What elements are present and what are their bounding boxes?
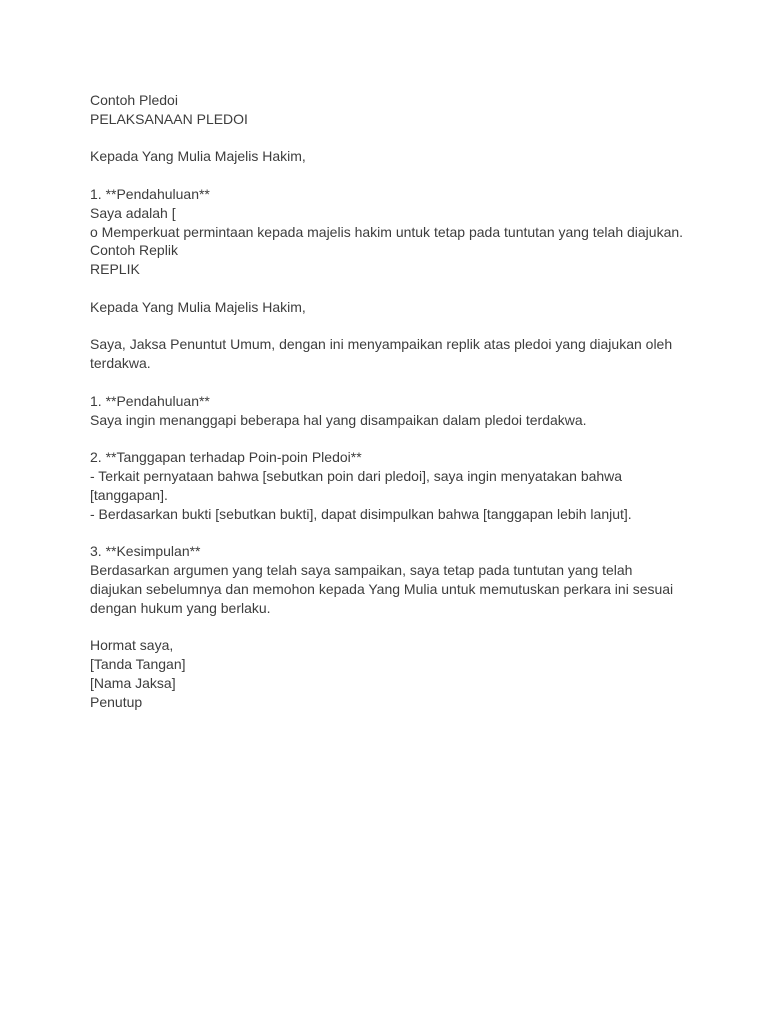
signature-placeholder: [Tanda Tangan] [90, 655, 186, 672]
blank-line [90, 166, 690, 185]
paragraph-line: terdakwa. [90, 355, 151, 372]
document-body [90, 91, 690, 711]
closing-label: Penutup [90, 693, 143, 710]
salutation: Kepada Yang Mulia Majelis Hakim, [90, 298, 306, 315]
blank-line [90, 523, 690, 542]
blank-line [90, 279, 690, 298]
doc-title: Contoh Pledoi [90, 92, 178, 108]
paragraph-line: dengan hukum yang berlaku. [90, 599, 271, 616]
section-heading-kesimpulan: 3. **Kesimpulan** [90, 543, 201, 560]
section-heading-pendahuluan: 1. **Pendahuluan** [90, 392, 210, 409]
bullet-line: - Berdasarkan bukti [sebutkan bukti], dapat disimpulkan bahwa [tanggapan lebih lanjut]. [90, 505, 632, 522]
blank-line [90, 129, 690, 148]
paragraph-line: Berdasarkan argumen yang telah saya sampaikan, saya tetap pada tuntutan yang telah [90, 561, 633, 578]
blank-line [90, 373, 690, 392]
paragraph-line: Saya ingin menanggapi beberapa hal yang disampaikan dalam pledoi terdakwa. [90, 411, 587, 428]
doc-heading: PELAKSANAAN PLEDOI [90, 110, 248, 127]
blank-line [90, 617, 690, 636]
blank-line [90, 317, 690, 336]
paragraph-line: diajukan sebelumnya dan memohon kepada Yang Mulia untuk memutuskan perkara ini sesuai [90, 580, 674, 597]
section-heading-pendahuluan: 1. **Pendahuluan** [90, 185, 210, 202]
paragraph-line: o Memperkuat permintaan kepada majelis hakim untuk tetap pada tuntutan yang telah diajukan. [90, 223, 684, 240]
closing: Hormat saya, [90, 637, 174, 654]
bullet-line: [tanggapan]. [90, 486, 168, 503]
paragraph-line: Saya, Jaksa Penuntut Umum, dengan ini menyampaikan replik atas pledoi yang diajukan oleh [90, 336, 673, 353]
subtitle-replik: Contoh Replik [90, 242, 178, 259]
heading-replik: REPLIK [90, 261, 140, 278]
blank-line [90, 429, 690, 448]
paragraph-line: Saya adalah [ [90, 204, 176, 221]
bullet-line: - Terkait pernyataan bahwa [sebutkan poin dari pledoi], saya ingin menyatakan bahwa [90, 467, 623, 484]
section-heading-tanggapan: 2. **Tanggapan terhadap Poin-poin Pledoi** [90, 449, 362, 466]
name-placeholder: [Nama Jaksa] [90, 674, 176, 691]
salutation: Kepada Yang Mulia Majelis Hakim, [90, 148, 306, 165]
